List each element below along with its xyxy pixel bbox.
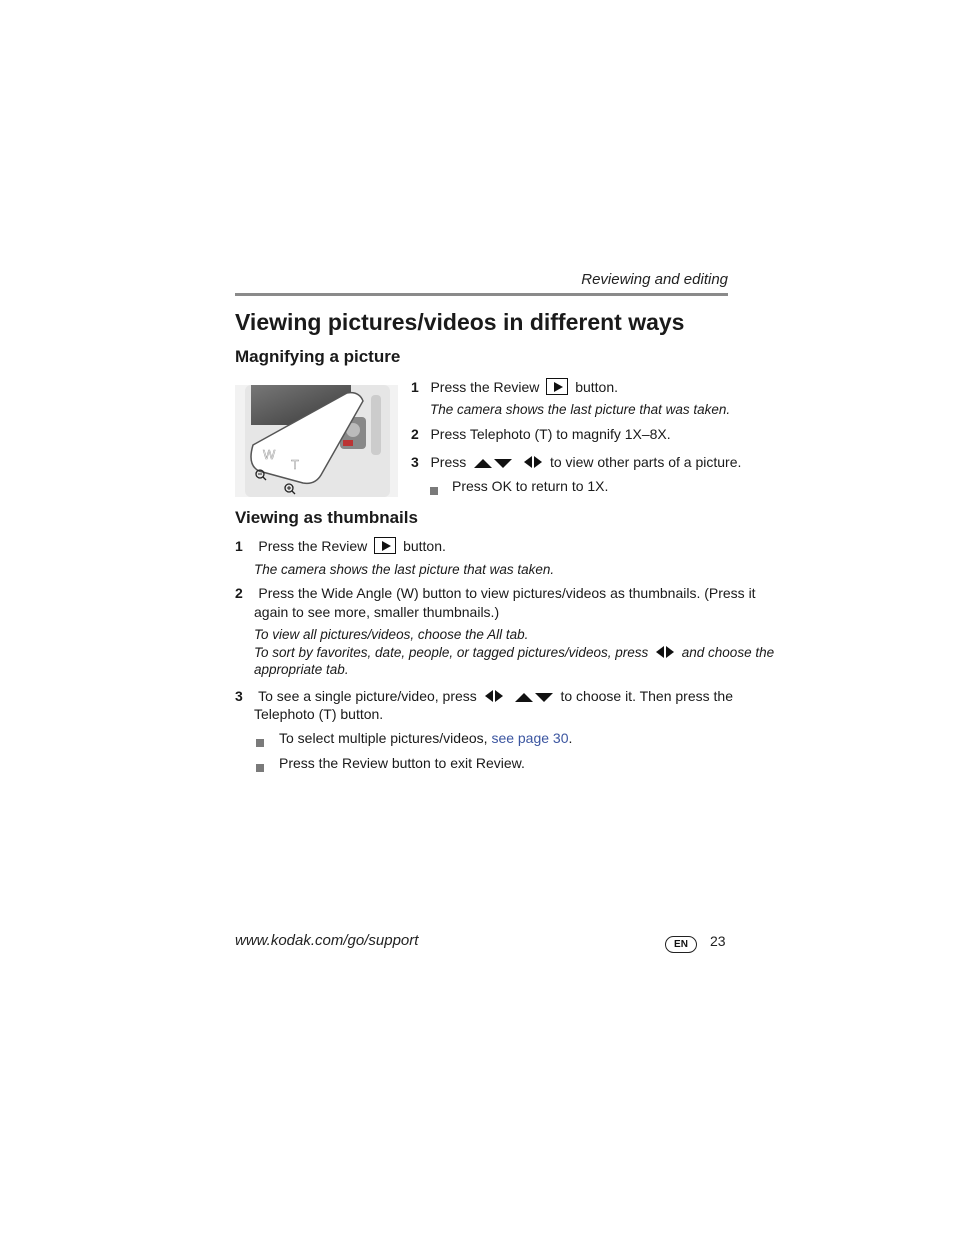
page-title: Viewing pictures/videos in different ways [235, 309, 685, 335]
step-number: 1 [411, 379, 419, 395]
magnify-step-2 [411, 425, 671, 443]
thumbs-step-3-line2: Telephoto (T) button. [254, 706, 384, 722]
thumbs-step-2-line2: again to see more, smaller thumbnails.) [254, 604, 500, 620]
step-text: Press the Review [258, 538, 368, 554]
review-button-icon [546, 378, 568, 395]
step-text: Press the Review [430, 379, 540, 395]
magnify-step-3 [411, 453, 741, 471]
footer-url[interactable]: www.kodak.com/go/support [235, 932, 419, 949]
thumbs-bullet-2: Press the Review button to exit Review. [279, 755, 525, 771]
review-button-icon [374, 537, 396, 554]
language-badge: EN [665, 936, 697, 953]
step-text: to choose it. Then press the [560, 688, 733, 704]
thumbs-bullet-1 [279, 729, 572, 747]
magnify-step-1 [411, 378, 618, 396]
up-down-arrows-icon [474, 459, 512, 468]
section-heading-magnify: Magnifying a picture [235, 347, 401, 366]
step-text: button. [403, 538, 446, 554]
camera-zoom-illustration [235, 385, 398, 497]
left-right-arrows-icon [485, 690, 503, 702]
thumbs-step-1 [235, 537, 446, 555]
step-text: Press Telephoto (T) to magnify 1X–8X. [430, 426, 671, 442]
page-number: 23 [710, 933, 726, 949]
step-number: 2 [235, 585, 243, 601]
step-text: to view other parts of a picture. [549, 454, 742, 470]
thumbs-step-2 [235, 584, 756, 602]
see-page-30-link[interactable]: see page 30 [491, 730, 569, 746]
bullet-icon [256, 739, 264, 747]
step-text: button. [575, 379, 619, 395]
thumbs-step-2-note-2 [254, 644, 774, 662]
left-right-arrows-icon [656, 646, 674, 658]
thumbs-step-2-note-3: appropriate tab. [254, 662, 349, 677]
running-header: Reviewing and editing [581, 271, 728, 288]
bullet-icon [430, 487, 438, 495]
up-down-arrows-icon [515, 693, 553, 702]
note-text: and choose the [681, 645, 775, 660]
section-heading-thumbnails: Viewing as thumbnails [235, 508, 418, 527]
step-number: 2 [411, 426, 419, 442]
step-number: 3 [235, 688, 243, 704]
thumbs-step-3 [235, 687, 733, 705]
thumbs-step-2-note-1: To view all pictures/videos, choose the All tab. [254, 627, 529, 642]
step-text: To see a single picture/video, press [258, 688, 477, 704]
magnify-step-1-note: The camera shows the last picture that was taken. [430, 402, 731, 417]
bullet-icon [256, 764, 264, 772]
lever-w-label: W [263, 447, 276, 462]
bullet-text: . [568, 730, 573, 746]
step-text: Press the Wide Angle (W) button to view pictures/videos as thumbnails. (Press it [258, 585, 756, 601]
magnify-bullet: Press OK to return to 1X. [452, 478, 609, 494]
lever-t-label: T [291, 457, 299, 472]
left-right-arrows-icon [524, 456, 542, 468]
header-rule [235, 293, 728, 296]
step-number: 3 [411, 454, 419, 470]
bullet-text: To select multiple pictures/videos, [279, 730, 488, 746]
step-number: 1 [235, 538, 243, 554]
step-text: Press [430, 454, 467, 470]
thumbs-step-1-note: The camera shows the last picture that was taken. [254, 562, 555, 577]
note-text: To sort by favorites, date, people, or tagged pictures/videos, press [254, 645, 649, 660]
